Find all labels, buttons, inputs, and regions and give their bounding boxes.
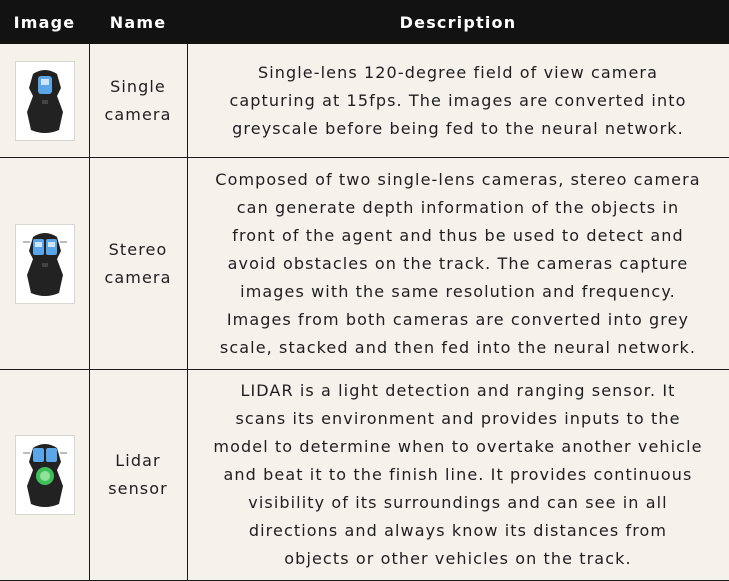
description-line: Single-lens 120-degree field of view camera [257,62,659,82]
description-line: front of the agent and thus be used to detect and [232,225,684,245]
description-line: can generate depth information of the objects in [236,197,680,217]
column-divider [89,44,90,581]
header-name: Name [109,12,167,32]
name-cell [89,44,187,157]
name-line: sensor [108,479,168,498]
lidar-sensor-car-icon [15,435,75,515]
image-cell [0,44,89,157]
image-cell [0,158,89,369]
description-line: capturing at 15fps. The images are converted into [229,90,687,110]
header-description: Description [399,12,517,32]
description-line: LIDAR is a light detection and ranging sensor. It [240,381,676,400]
name-line: Single [110,76,166,96]
table-row [0,370,729,581]
description-line: Images from both cameras are converted into grey [226,309,690,329]
table-header [0,0,729,44]
description-line: Composed of two single-lens cameras, stereo camera [215,169,701,189]
single-camera-car-icon [15,61,75,141]
name-line: camera [104,104,172,124]
description-line: objects or other vehicles on the track. [284,549,632,568]
description-line: scans its environment and provides inputs to the [235,409,681,428]
description-line: visibility of its surroundings and can see in all [248,493,668,512]
column-divider [187,44,188,581]
description-cell [187,158,729,369]
header-image: Image [13,12,76,32]
name-cell [89,158,187,369]
name-line: Stereo [108,239,168,259]
name-line: Lidar [115,451,161,470]
description-line: directions and always know its distances from [248,521,668,540]
description-line: and beat it to the finish line. It provides continuous [223,465,693,484]
description-line: avoid obstacles on the track. The cameras capture [227,253,689,273]
table-row [0,44,729,158]
description-line: scale, stacked and then fed into the neural network. [219,337,697,357]
stereo-camera-car-icon [15,224,75,304]
description-line: model to determine when to overtake another vehicle [213,437,703,456]
table-row [0,158,729,370]
description-line: greyscale before being fed to the neural network. [232,118,684,138]
image-cell [0,370,89,580]
name-line: camera [104,267,172,287]
description-cell [187,44,729,157]
description-cell [187,370,729,580]
name-cell [89,370,187,580]
description-line: images with the same resolution and frequency. [240,281,676,301]
